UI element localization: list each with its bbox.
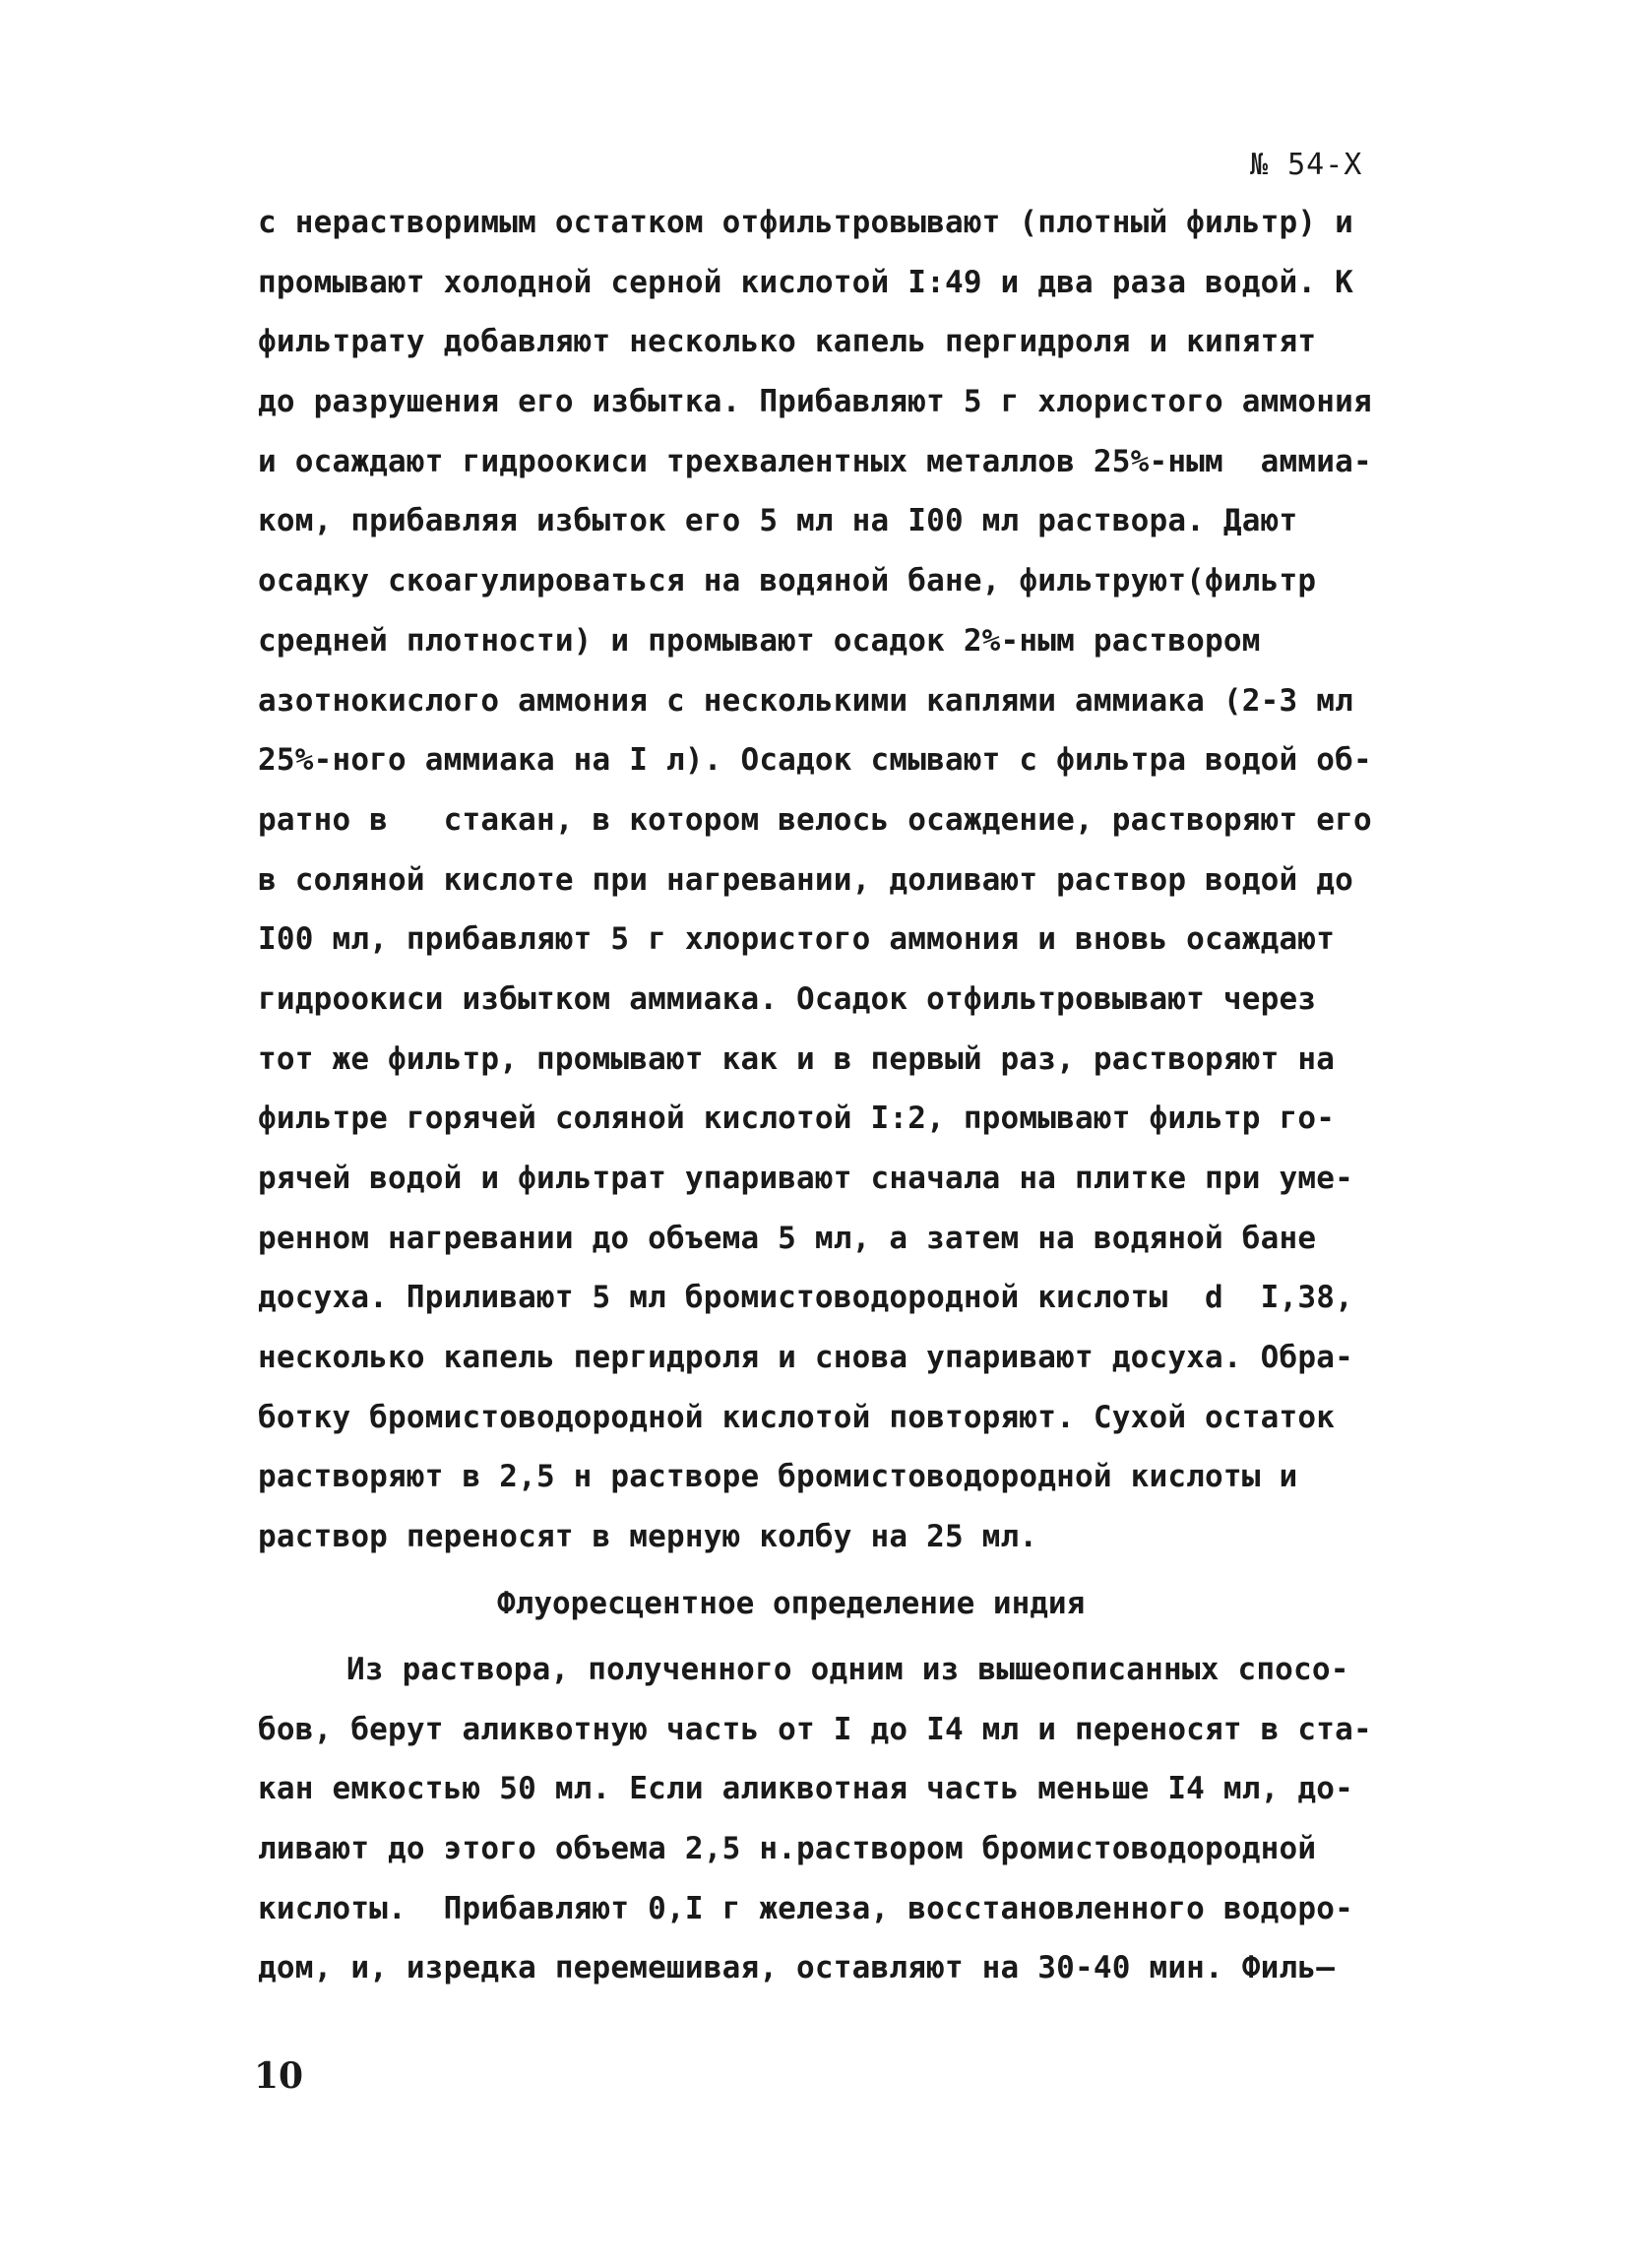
text-line: средней плотности) и промывают осадок 2%-ным раствором [258, 622, 1261, 659]
text-line: растворяют в 2,5 н растворе бромистоводородной кислоты и [258, 1459, 1298, 1495]
text-line: несколько капель пергидроля и снова упаривают досуха. Обра- [258, 1340, 1353, 1376]
text-line: досуха. Приливают 5 мл бромистоводородной кислоты d I,38, [258, 1280, 1353, 1316]
text-line: с нерастворимым остатком отфильтровывают (плотный фильтр) и [258, 205, 1353, 240]
text-line: ботку бромистоводородной кислотой повторяют. Сухой остаток [258, 1399, 1336, 1435]
text-line: фильтрату добавляют несколько капель пергидроля и кипятят [258, 324, 1317, 360]
text-line: I00 мл, прибавляют 5 г хлористого аммония и вновь осаждают [258, 921, 1336, 958]
paragraph-2 [258, 1640, 1380, 1998]
text-line: азотнокислого аммония с несколькими каплями аммиака (2-3 мл [258, 682, 1353, 719]
text-line: ливают до этого объема 2,5 н.раствором бромистоводородной [258, 1831, 1317, 1867]
page-number: 10 [254, 2055, 304, 2097]
text-line: тот же фильтр, промывают как и в первый раз, растворяют на [258, 1040, 1336, 1077]
text-line: и осаждают гидроокиси трехвалентных металлов 25%-ным аммиа- [258, 443, 1372, 479]
text-line: в соляной кислоте при нагревании, доливают раствор водой до [258, 861, 1353, 898]
text-line: дом, и, изредка перемешивая, оставляют на 30-40 мин. Филь– [258, 1950, 1336, 1986]
text-line: ренном нагревании до объема 5 мл, а затем на водяной бане [258, 1220, 1317, 1256]
text-line: промывают холодной серной кислотой I:49 и два раза водой. К [258, 264, 1353, 300]
text-line: до разрушения его избытка. Прибавляют 5 г хлористого аммония [258, 384, 1372, 420]
text-line: кислоты. Прибавляют 0,I г железа, восстановленного водоро- [258, 1890, 1353, 1926]
text-line: Из раствора, полученного одним из вышеописанных спосо- [346, 1652, 1349, 1687]
text-line: кан емкостью 50 мл. Если аликвотная часть меньше I4 мл, до- [258, 1771, 1353, 1807]
text-line: бов, берут аликвотную часть от I до I4 мл и переносят в ста- [258, 1711, 1372, 1747]
text-line: фильтре горячей соляной кислотой I:2, промывают фильтр го- [258, 1101, 1336, 1137]
paragraph-1 [258, 193, 1380, 1567]
text-line: 25%-ного аммиака на I л). Осадок смывают с фильтра водой об- [258, 742, 1372, 779]
section-title: Флуоресцентное определение индия [497, 1586, 1086, 1621]
text-line: рячей водой и фильтрат упаривают сначала на плитке при уме- [258, 1161, 1353, 1196]
text-line: ратно в стакан, в котором велось осаждение, растворяют его [258, 801, 1372, 838]
text-line: осадку скоагулироваться на водяной бане, фильтруют(фильтр [258, 563, 1317, 599]
text-line: ком, прибавляя избыток его 5 мл на I00 мл раствора. Дают [258, 503, 1298, 539]
document-number: № 54-Х [1250, 148, 1363, 182]
text-line: раствор переносят в мерную колбу на 25 мл. [258, 1519, 1038, 1555]
text-line: гидроокиси избытком аммиака. Осадок отфильтровывают через [258, 980, 1317, 1017]
